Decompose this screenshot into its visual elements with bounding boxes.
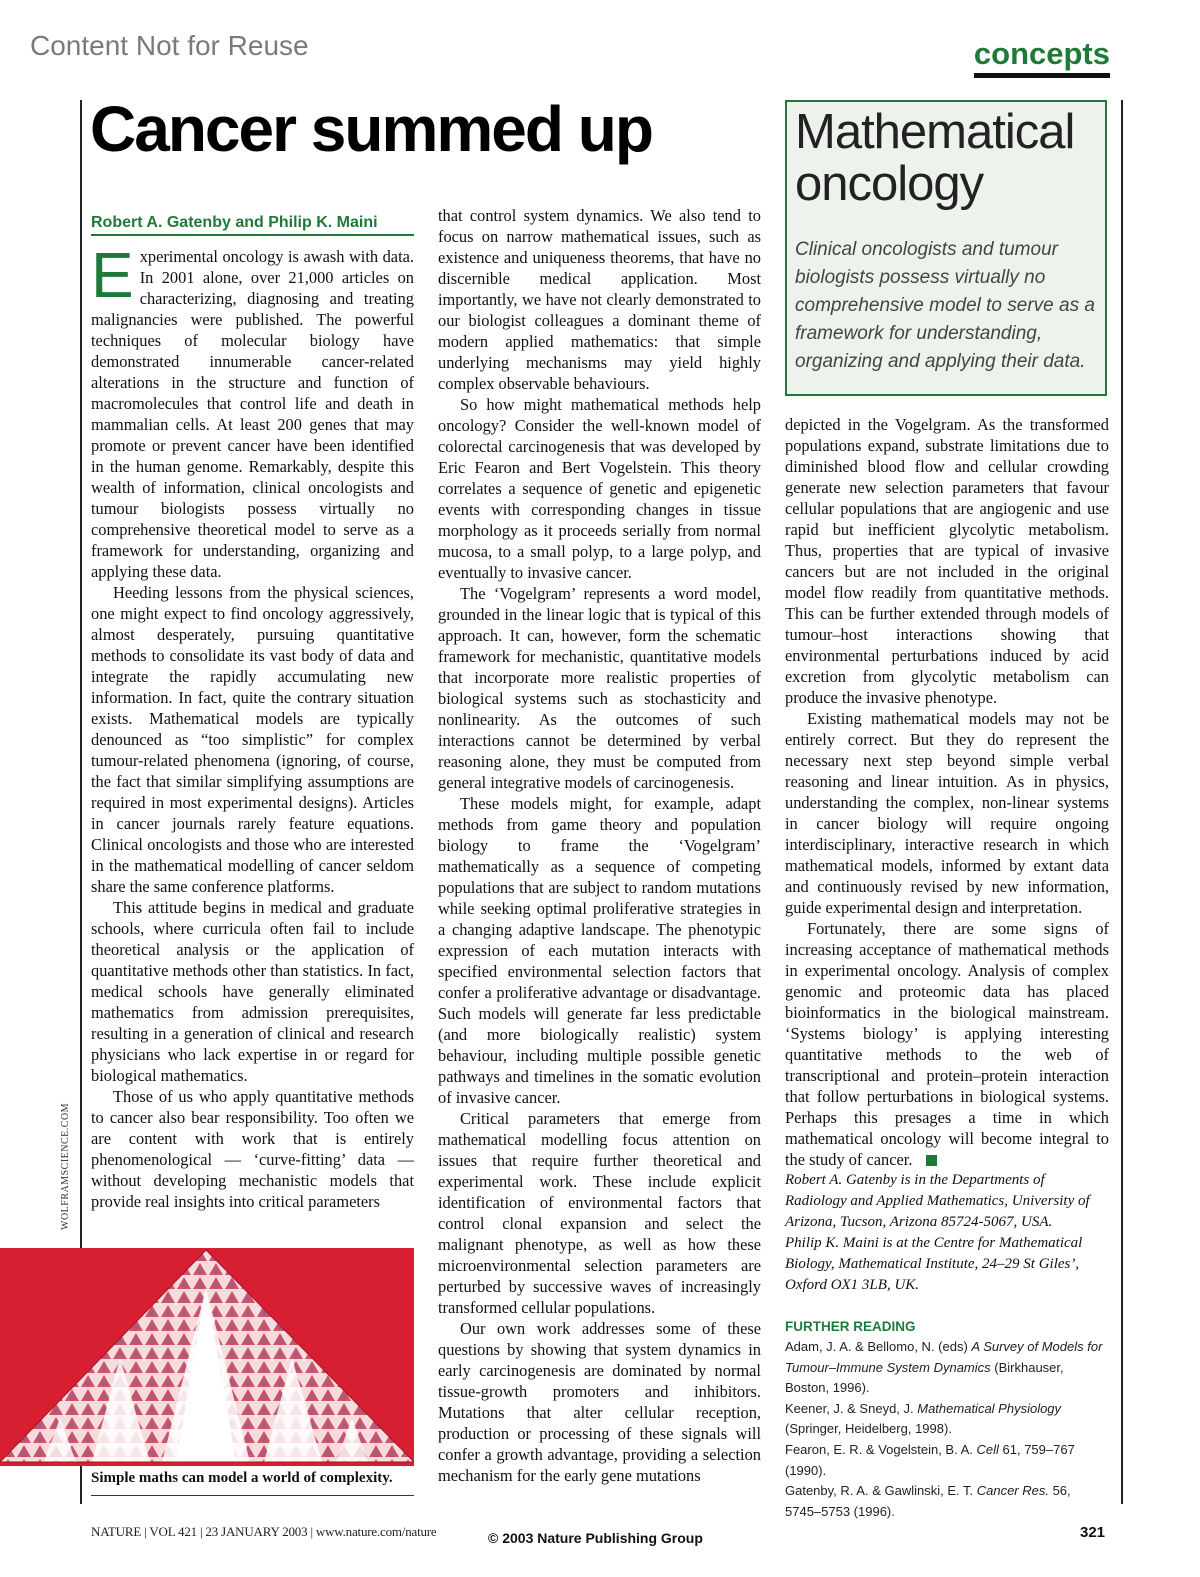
paragraph: Critical parameters that emerge from mathematical modelling focus attention on issues that require further theoretical and experimental work. These include explicit identification of environmental factors that control clonal expansion and select the malignant phenotype, as well as how these microenvironmental selection parameters are perturbed by successive waves of increasingly transformed cellular populations. xyxy=(438,1109,761,1317)
endmark-square-icon xyxy=(926,1155,937,1166)
author-line: Robert A. Gatenby and Philip K. Maini xyxy=(91,214,414,236)
reference-item: Fearon, E. R. & Vogelstein, B. A. Cell 61, 759–767 (1990). xyxy=(785,1441,1075,1478)
paragraph xyxy=(785,918,1109,1170)
box-title xyxy=(795,106,1097,210)
paragraph: that control system dynamics. We also tend to focus on narrow mathematical issues, such as existence and uniqueness theorems, that have no discernible medical application. Most importantly, we have not clearly demonstrated to our biologist colleagues a dominant theme of modern applied mathematics: that simple underlying mechanisms may yield highly complex observable behaviours. xyxy=(438,206,761,393)
further-reading-heading: FURTHER READING xyxy=(785,1319,916,1334)
paragraph xyxy=(91,239,414,582)
box-title-line: oncology xyxy=(795,157,984,211)
column-1 xyxy=(91,239,414,1212)
standfirst-text: Clinical oncologists and tumour biologists possess virtually no comprehensive model to serve as a framework for understanding, organizing and applying their data. xyxy=(795,239,1095,372)
column-3 xyxy=(785,414,1109,1522)
paragraph: This attitude begins in medical and graduate schools, where curricula often fail to include theoretical analysis or the application of quantitative methods other than statistics. In fact, medical schools have generally eliminated mathematics from admission prerequisites, resulting in a generation of clinical and research physicians who lack expertise in or regard for biological mathematics. xyxy=(91,898,414,1085)
sierpinski-pattern-image xyxy=(0,1248,414,1466)
article-title: Cancer summed up xyxy=(90,93,652,165)
cellular-automaton-figure xyxy=(0,1248,414,1466)
figure-caption: Simple maths can model a world of complexity. xyxy=(91,1470,414,1496)
paragraph-text: xperimental oncology is awash with data. In 2001 alone, over 21,000 articles on characterizing, diagnosing and treating malignancies were published. The powerful techniques of molecular biology have demonstrated innumerable cancer-related alterations in the structure and function of macromolecules that control life and death in mammalian cells. At least 200 genes that may promote or prevent cancer have been identified in the human genome. Remarkably, despite this wealth of information, clinical oncologists and tumour biologists possess virtually no comprehensive theoretical model to serve as a framework for understanding, organizing and applying these data. xyxy=(91,247,414,581)
author-affiliation: Robert A. Gatenby is in the Departments of Radiology and Applied Mathematics, University of Arizona, Tucson, Arizona 85724-5067, USA. xyxy=(785,1172,1090,1230)
further-reading-list xyxy=(785,1337,1109,1522)
drop-cap: E xyxy=(91,239,134,311)
paragraph: Heeding lessons from the physical sciences, one might expect to find oncology aggressively, almost desperately, pursuing quantitative methods to consolidate its vast body of data and integrate the rapidly accumulating new information. In fact, quite the contrary situation exists. Mathematical models are typically denounced as “too simplistic” for complex tumour-related phenomena (ignoring, of course, the fact that similar simplifying assumptions are required in most experimental designs). Articles in cancer journals rarely feature equations. Clinical oncologists and those who are interested in the mathematical modelling of cancer seldom share the same conference platforms. xyxy=(91,583,414,896)
right-column-rule xyxy=(1121,100,1123,1504)
section-tag: concepts xyxy=(974,38,1110,78)
author-affiliation: Philip K. Maini is at the Centre for Mathematical Biology, Mathematical Institute, 24–29 St Giles’, Oxford OX1 3LB, UK. xyxy=(785,1235,1083,1293)
box-title-line: Mathematical xyxy=(795,105,1075,159)
footer-journal-info: NATURE | VOL 421 | 23 JANUARY 2003 | www.nature.com/nature xyxy=(91,1524,437,1539)
paragraph: depicted in the Vogelgram. As the transformed populations expand, substrate limitations due to diminished blood flow and cellular crowding generate new selection parameters that favour cellular populations that are angiogenic and use rapid but inefficient glycolytic metabolism. Thus, properties that are typical of invasive cancers but are not included in the original model flow readily from quantitative methods. This can be further extended through models of tumour–host interactions showing that environmental perturbations induced by acid excretion from glycolytic metabolism can produce the invasive phenotype. xyxy=(785,415,1109,707)
paragraph-text: Fortunately, there are some signs of increasing acceptance of mathematical methods in experimental oncology. Analysis of complex genomic and proteomic data has placed bioinformatics in the biological mainstream. ‘Systems biology’ is applying interesting quantitative methods to the web of transcriptional and protein–protein interaction that follow perturbations in biological systems. Perhaps this presages a time in which mathematical oncology will become integral to the study of cancer. xyxy=(785,919,1109,1169)
column-2 xyxy=(438,205,761,1486)
paragraph: Those of us who apply quantitative methods to cancer also bear responsibility. Too often we are content with work that is entirely phenomenological — ‘curve-fitting’ data — without developing mechanistic models that provide real insights into critical parameters xyxy=(91,1087,414,1211)
paragraph: Existing mathematical models may not be entirely correct. But they do represent the necessary next step beyond simple verbal reasoning and linear intuition. As in physics, understanding the complex, non-linear systems in cancer biology will require ongoing interdisciplinary, interactive research in which mathematical models, informed by extant data and continuously revised by new information, guide experimental design and interpretation. xyxy=(785,709,1109,917)
page-number: 321 xyxy=(1080,1524,1106,1541)
footer-copyright: © 2003 Nature Publishing Group xyxy=(488,1530,703,1546)
watermark: Content Not for Reuse xyxy=(30,30,309,61)
reference-item: Keener, J. & Sneyd, J. Mathematical Physiology (Springer, Heidelberg, 1998). xyxy=(785,1400,1062,1437)
paragraph: Our own work addresses some of these questions by showing that system dynamics in early carcinogenesis are dominated by normal tissue-growth promoters and inhibitors. Mutations that alter cellular reception, production or processing of these signals will confer a growth advantage, providing a selection mechanism for the early gene mutations xyxy=(438,1319,761,1485)
paragraph: So how might mathematical methods help oncology? Consider the well-known model of colorectal carcinogenesis that was developed by Eric Fearon and Bert Vogelstein. This theory correlates a sequence of genetic and epigenetic events with corresponding changes in tissue morphology as it proceeds serially from normal mucosa, to a small polyp, to a large polyp, and eventually to invasive cancer. xyxy=(438,395,761,582)
reference-item: Adam, J. A. & Bellomo, N. (eds) A Survey of Models for Tumour–Immune System Dynamics (Birkhauser, Boston, 1996). xyxy=(785,1339,1103,1396)
paragraph: These models might, for example, adapt methods from game theory and population biology to frame the ‘Vogelgram’ mathematically as a sequence of competing populations that are subject to random mutations while seeking optimal proliferative strategies in a changing adaptive landscape. The phenotypic expression of each mutation interacts with specified environmental selection factors that confer a proliferative advantage or disadvantage. Such models will generate far less predictable (and more biologically realistic) system behaviour, including multiple possible genetic pathways and timelines in the somatic evolution of invasive cancer. xyxy=(438,794,761,1107)
reference-item: Gatenby, R. A. & Gawlinski, E. T. Cancer Res. 56, 5745–5753 (1996). xyxy=(785,1483,1071,1519)
paragraph: The ‘Vogelgram’ represents a word model, grounded in the linear logic that is typical of this approach. It can, however, form the schematic framework for mechanistic, quantitative models that incorporate more realistic properties of biological systems such as stochasticity and nonlinearity. As the outcomes of such interactions cannot be determined by verbal reasoning alone, they must be computed from general integrative models of carcinogenesis. xyxy=(438,584,761,792)
side-credit: WOLFRAMSCIENCE.COM xyxy=(60,1102,71,1230)
standfirst-box xyxy=(785,100,1107,396)
